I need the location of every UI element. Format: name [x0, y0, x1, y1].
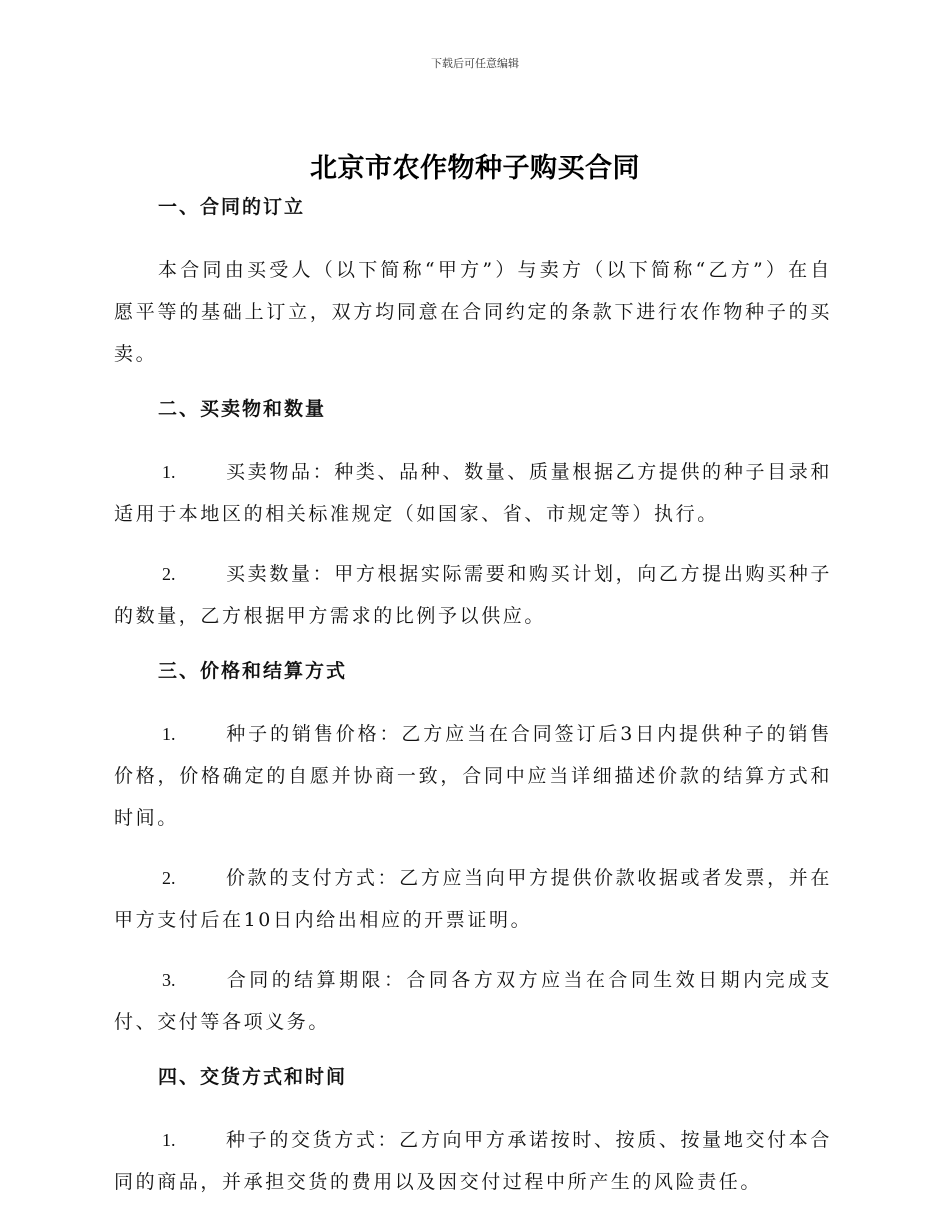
clause-number: 2. [162, 564, 176, 584]
clause-text: 买卖数量：甲方根据实际需要和购买计划，向乙方提出购买种子的数量，乙方根据甲方需求的比例予以供应。 [114, 563, 832, 627]
document-body [114, 191, 832, 1221]
document-title: 北京市农作物种子购买合同 [310, 153, 640, 184]
clause-number: 1. [162, 1130, 176, 1150]
clause-item [114, 959, 832, 1043]
section-1-paragraph: 本合同由买受人（以下简称“甲方”）与卖方（以下简称“乙方”）在自愿平等的基础上订立，双方均同意在合同约定的条款下进行农作物种子的买卖。 [114, 259, 832, 365]
page-header-note: 下载后可任意编辑 [431, 57, 519, 70]
clause-number: 2. [162, 868, 176, 888]
section-heading-1: 一、合同的订立 [158, 196, 306, 218]
section-heading-4: 四、交货方式和时间 [158, 1066, 348, 1088]
clause-item [114, 713, 832, 839]
clause-item [114, 553, 832, 637]
clause-text: 价款的支付方式：乙方应当向甲方提供价款收据或者发票，并在甲方支付后在10日内给出相应的开票证明。 [114, 867, 832, 931]
clause-item [114, 451, 832, 535]
clause-item [114, 857, 832, 941]
clause-text: 买卖物品：种类、品种、数量、质量根据乙方提供的种子目录和适用于本地区的相关标准规定（如国家、省、市规定等）执行。 [114, 461, 832, 525]
clause-number: 1. [162, 724, 176, 744]
clause-text: 合同的结算期限：合同各方双方应当在合同生效日期内完成支付、交付等各项义务。 [114, 969, 832, 1033]
clause-number: 3. [162, 970, 176, 990]
clause-text: 种子的销售价格：乙方应当在合同签订后3日内提供种子的销售价格，价格确定的自愿并协商一致，合同中应当详细描述价款的结算方式和时间。 [114, 723, 832, 829]
clause-item [114, 1119, 832, 1203]
clause-number: 1. [162, 462, 176, 482]
section-heading-2: 二、买卖物和数量 [158, 398, 327, 420]
section-heading-3: 三、价格和结算方式 [158, 660, 348, 682]
clause-text: 种子的交货方式：乙方向甲方承诺按时、按质、按量地交付本合同的商品，并承担交货的费用以及因交付过程中所产生的风险责任。 [114, 1129, 832, 1193]
